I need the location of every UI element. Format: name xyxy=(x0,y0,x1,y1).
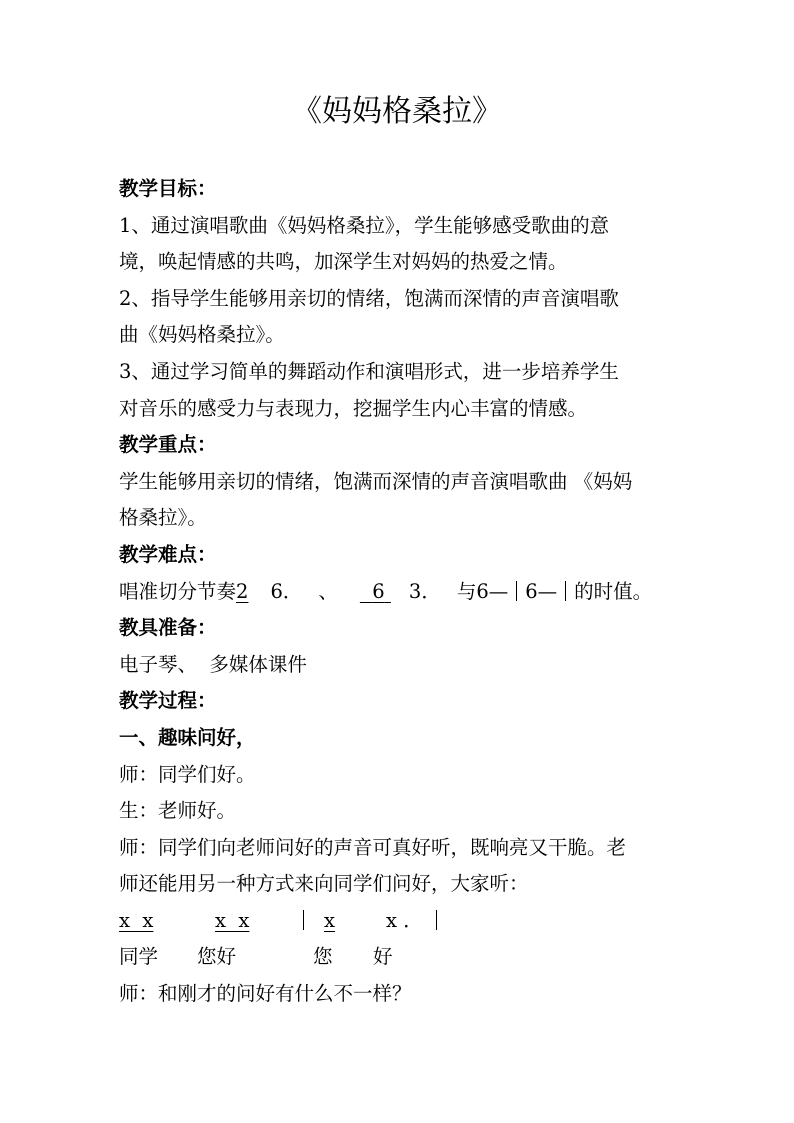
rhythm-x-2: x x xyxy=(215,908,250,932)
goals-heading: 教学目标： xyxy=(119,177,217,200)
bar-line xyxy=(565,581,566,601)
bar-line xyxy=(436,910,437,930)
dialogue-1: 师：同学们好。 xyxy=(119,762,256,786)
rhythm-row xyxy=(119,903,689,940)
dialogue-2: 生：老师好。 xyxy=(119,799,237,823)
bar-line xyxy=(516,581,517,601)
rhythm-note-6: 6 xyxy=(372,579,385,603)
difficulties-prefix: 唱准切分节奏 xyxy=(119,579,237,603)
bar-line xyxy=(303,910,304,930)
goal-3-line-1: 3、通过学习简单的舞蹈动作和演唱形式，进一步培养学生 xyxy=(119,359,619,383)
goal-1-line-1: 1、通过演唱歌曲《妈妈格桑拉》，学生能够感受歌曲的意 xyxy=(119,213,610,237)
lyric-4: 好 xyxy=(373,945,393,969)
rhythm-x-4: x ． xyxy=(386,908,423,932)
difficulties-line xyxy=(119,574,689,611)
difficulties-suffix: 的时值。 xyxy=(574,579,653,603)
materials-heading: 教具准备： xyxy=(119,616,217,640)
goal-3-line-2: 对音乐的感受力与表现力，挖掘学生内心丰富的情感。 xyxy=(119,396,588,420)
key-points-heading: 教学重点： xyxy=(119,433,217,457)
lyric-3: 您 xyxy=(313,945,333,969)
lyrics-row xyxy=(119,939,689,976)
dialogue-4: 师：和刚才的问好有什么不一样？ xyxy=(119,982,412,1006)
key-points-line-1: 学生能够用亲切的情绪，饱满而深情的声音演唱歌曲 《妈妈 xyxy=(119,469,633,493)
key-points-line-2: 格桑拉》。 xyxy=(119,506,207,530)
rhythm-x-1: x x xyxy=(119,908,154,932)
rhythm-x-3: x xyxy=(324,908,335,932)
goal-2-line-2: 曲《妈妈格桑拉》。 xyxy=(119,323,285,347)
goal-2-line-1: 2、指导学生能够用亲切的情绪，饱满而深情的声音演唱歌 xyxy=(119,286,619,310)
materials-line: 电子琴、 多媒体课件 xyxy=(119,652,307,676)
rhythm-note-3-dot: 3． xyxy=(408,579,441,603)
lyric-2: 您好 xyxy=(197,945,237,969)
dialogue-3-line-1: 师：同学们向老师问好的声音可真好听，既响亮又干脆。老 xyxy=(119,835,627,859)
rhythm-half-note-b: 6— xyxy=(525,579,558,603)
goal-1-line-2: 境，唤起情感的共鸣，加深学生对妈妈的热爱之情。 xyxy=(119,250,568,274)
difficulties-heading: 教学难点： xyxy=(119,542,217,566)
rhythm-half-note-a: 与6— xyxy=(456,579,509,603)
rhythm-note-6-dot: 6． xyxy=(270,579,303,603)
rhythm-separator: 、 xyxy=(318,579,338,603)
process-heading: 教学过程： xyxy=(119,689,217,713)
rhythm-note-2: 2 xyxy=(236,579,249,603)
lyric-1: 同学 xyxy=(119,945,159,969)
page-title: 《妈妈格桑拉》 xyxy=(292,94,502,129)
document-body xyxy=(119,171,689,1013)
dialogue-3-line-2: 师还能用另一种方式来向同学们问好，大家听： xyxy=(119,872,529,896)
process-section-1: 一、趣味问好， xyxy=(119,725,256,749)
